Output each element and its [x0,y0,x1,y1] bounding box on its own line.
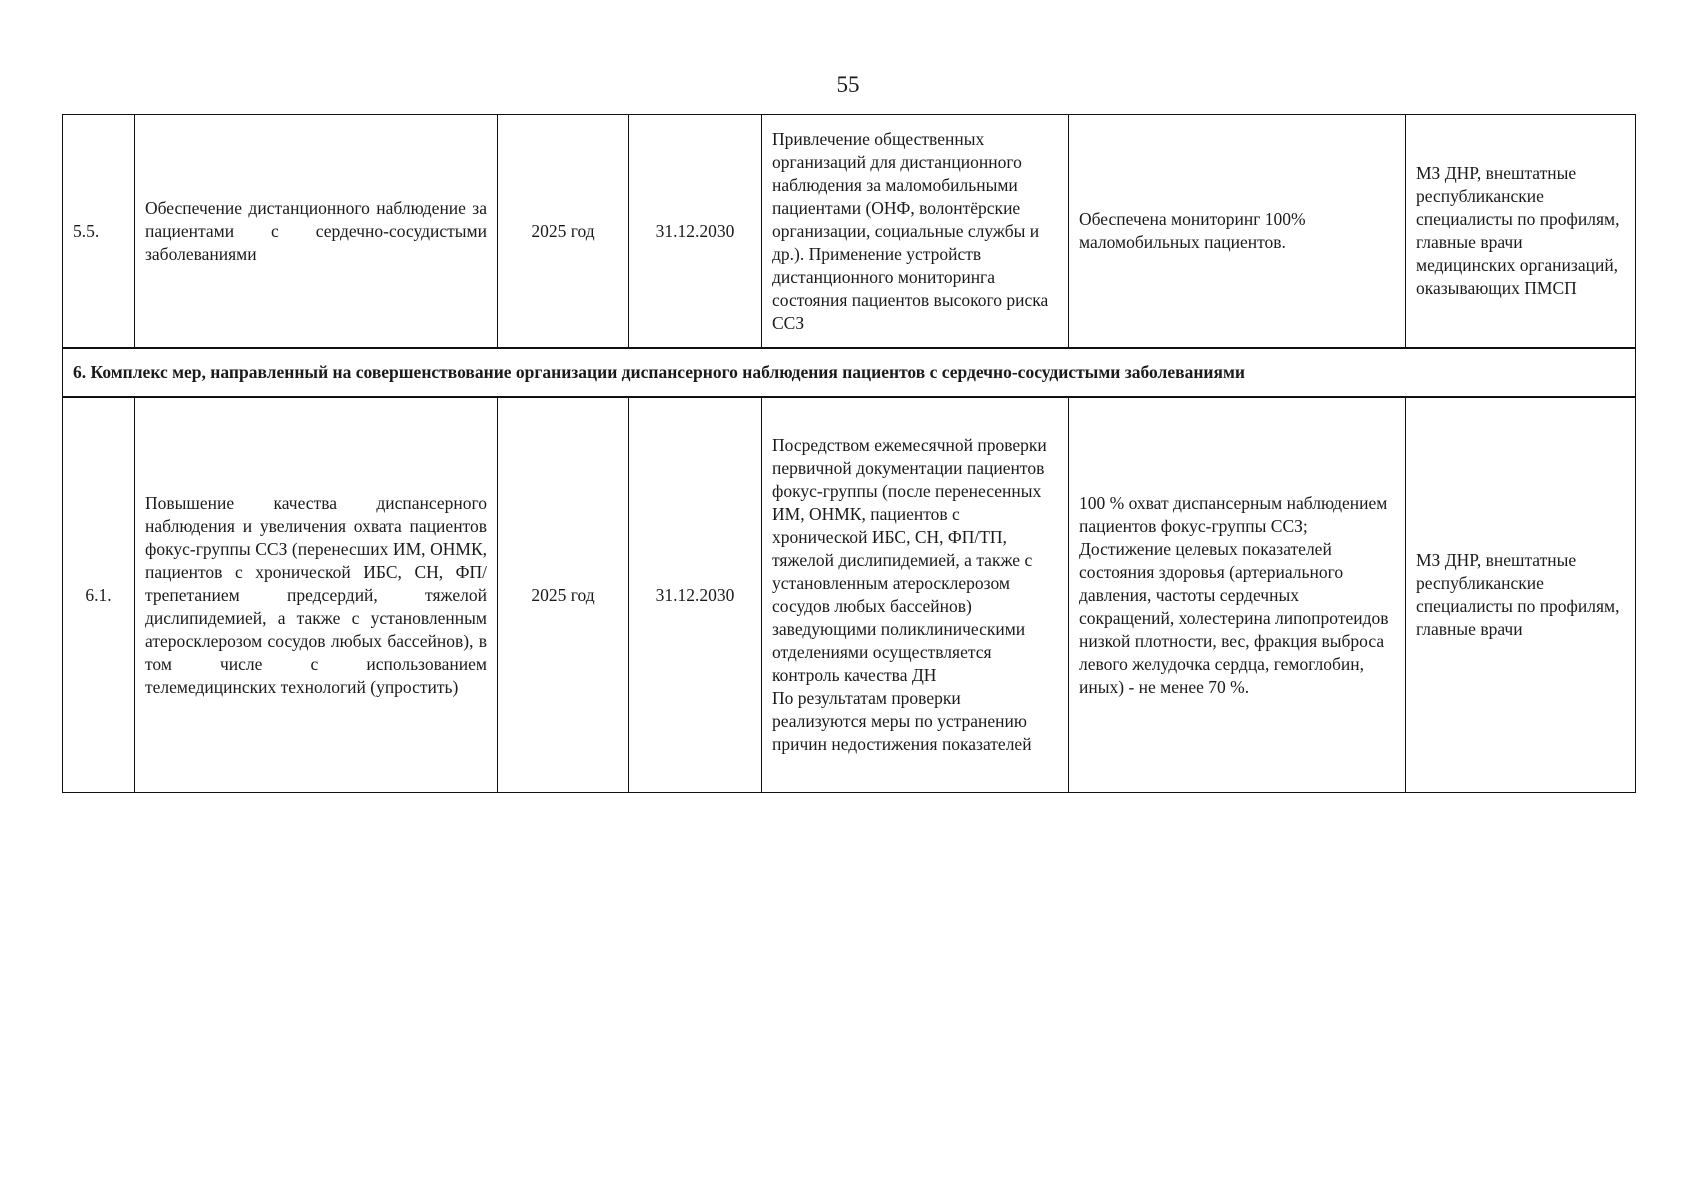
table-row [63,115,1636,349]
row-number: 6.1. [63,397,135,793]
end-cell: 31.12.2030 [629,115,762,349]
measure-cell: Повышение качества диспансерного наблюдения и увеличения охвата пациентов фокус-группы ССЗ (перенесших ИМ, ОНМК, пациентов с хронической ИБС, СН, ФП/трепетанием предсердий, тяжелой дислипидемией, а также с установленным атеросклерозом сосудов любых бассейнов), в том числе с использованием телемедицинских технологий (упростить) [135,397,498,793]
section-header-row [63,348,1636,397]
description-cell: Посредством ежемесячной проверки первичной документации пациентов фокус-группы (после перенесенных ИМ, ОНМК, пациентов с хронической ИБС, СН, ФП/ТП, тяжелой дислипидемией, а также с установленным атеросклерозом сосудов любых бассейнов) заведующими поликлиническими отделениями осуществляется контроль качества ДН По результатам проверки реализуются меры по устранению причин недостижения показателей [762,397,1069,793]
measure-cell: Обеспечение дистанционного наблюдение за пациентами с сердечно-сосудистыми заболеваниями [135,115,498,349]
start-cell: 2025 год [498,115,629,349]
table-row [63,397,1636,793]
section-title: 6. Комплекс мер, направленный на совершенствование организации диспансерного наблюдения пациентов с сердечно-сосудистыми заболеваниями [63,348,1636,397]
result-cell: 100 % охват диспансерным наблюдением пациентов фокус-группы ССЗ; Достижение целевых показателей состояния здоровья (артериального давления, частоты сердечных сокращений, холестерина липопротеидов низкой плотности, вес, фракция выброса левого желудочка сердца, гемоглобин, иных) - не менее 70 %. [1069,397,1406,793]
end-cell: 31.12.2030 [629,397,762,793]
page-number: 55 [836,72,860,97]
responsible-cell: МЗ ДНР, внештатные республиканские специалисты по профилям, главные врачи медицинских организаций, оказывающих ПМСП [1406,115,1636,349]
measures-table [62,114,1636,793]
responsible-cell: МЗ ДНР, внештатные республиканские специалисты по профилям, главные врачи [1406,397,1636,793]
result-cell: Обеспечена мониторинг 100% маломобильных пациентов. [1069,115,1406,349]
description-cell: Привлечение общественных организаций для дистанционного наблюдения за маломобильными пациентами (ОНФ, волонтёрские организации, социальные службы и др.). Применение устройств дистанционного мониторинга состояния пациентов высокого риска ССЗ [762,115,1069,349]
start-cell: 2025 год [498,397,629,793]
row-number: 5.5. [63,115,135,349]
